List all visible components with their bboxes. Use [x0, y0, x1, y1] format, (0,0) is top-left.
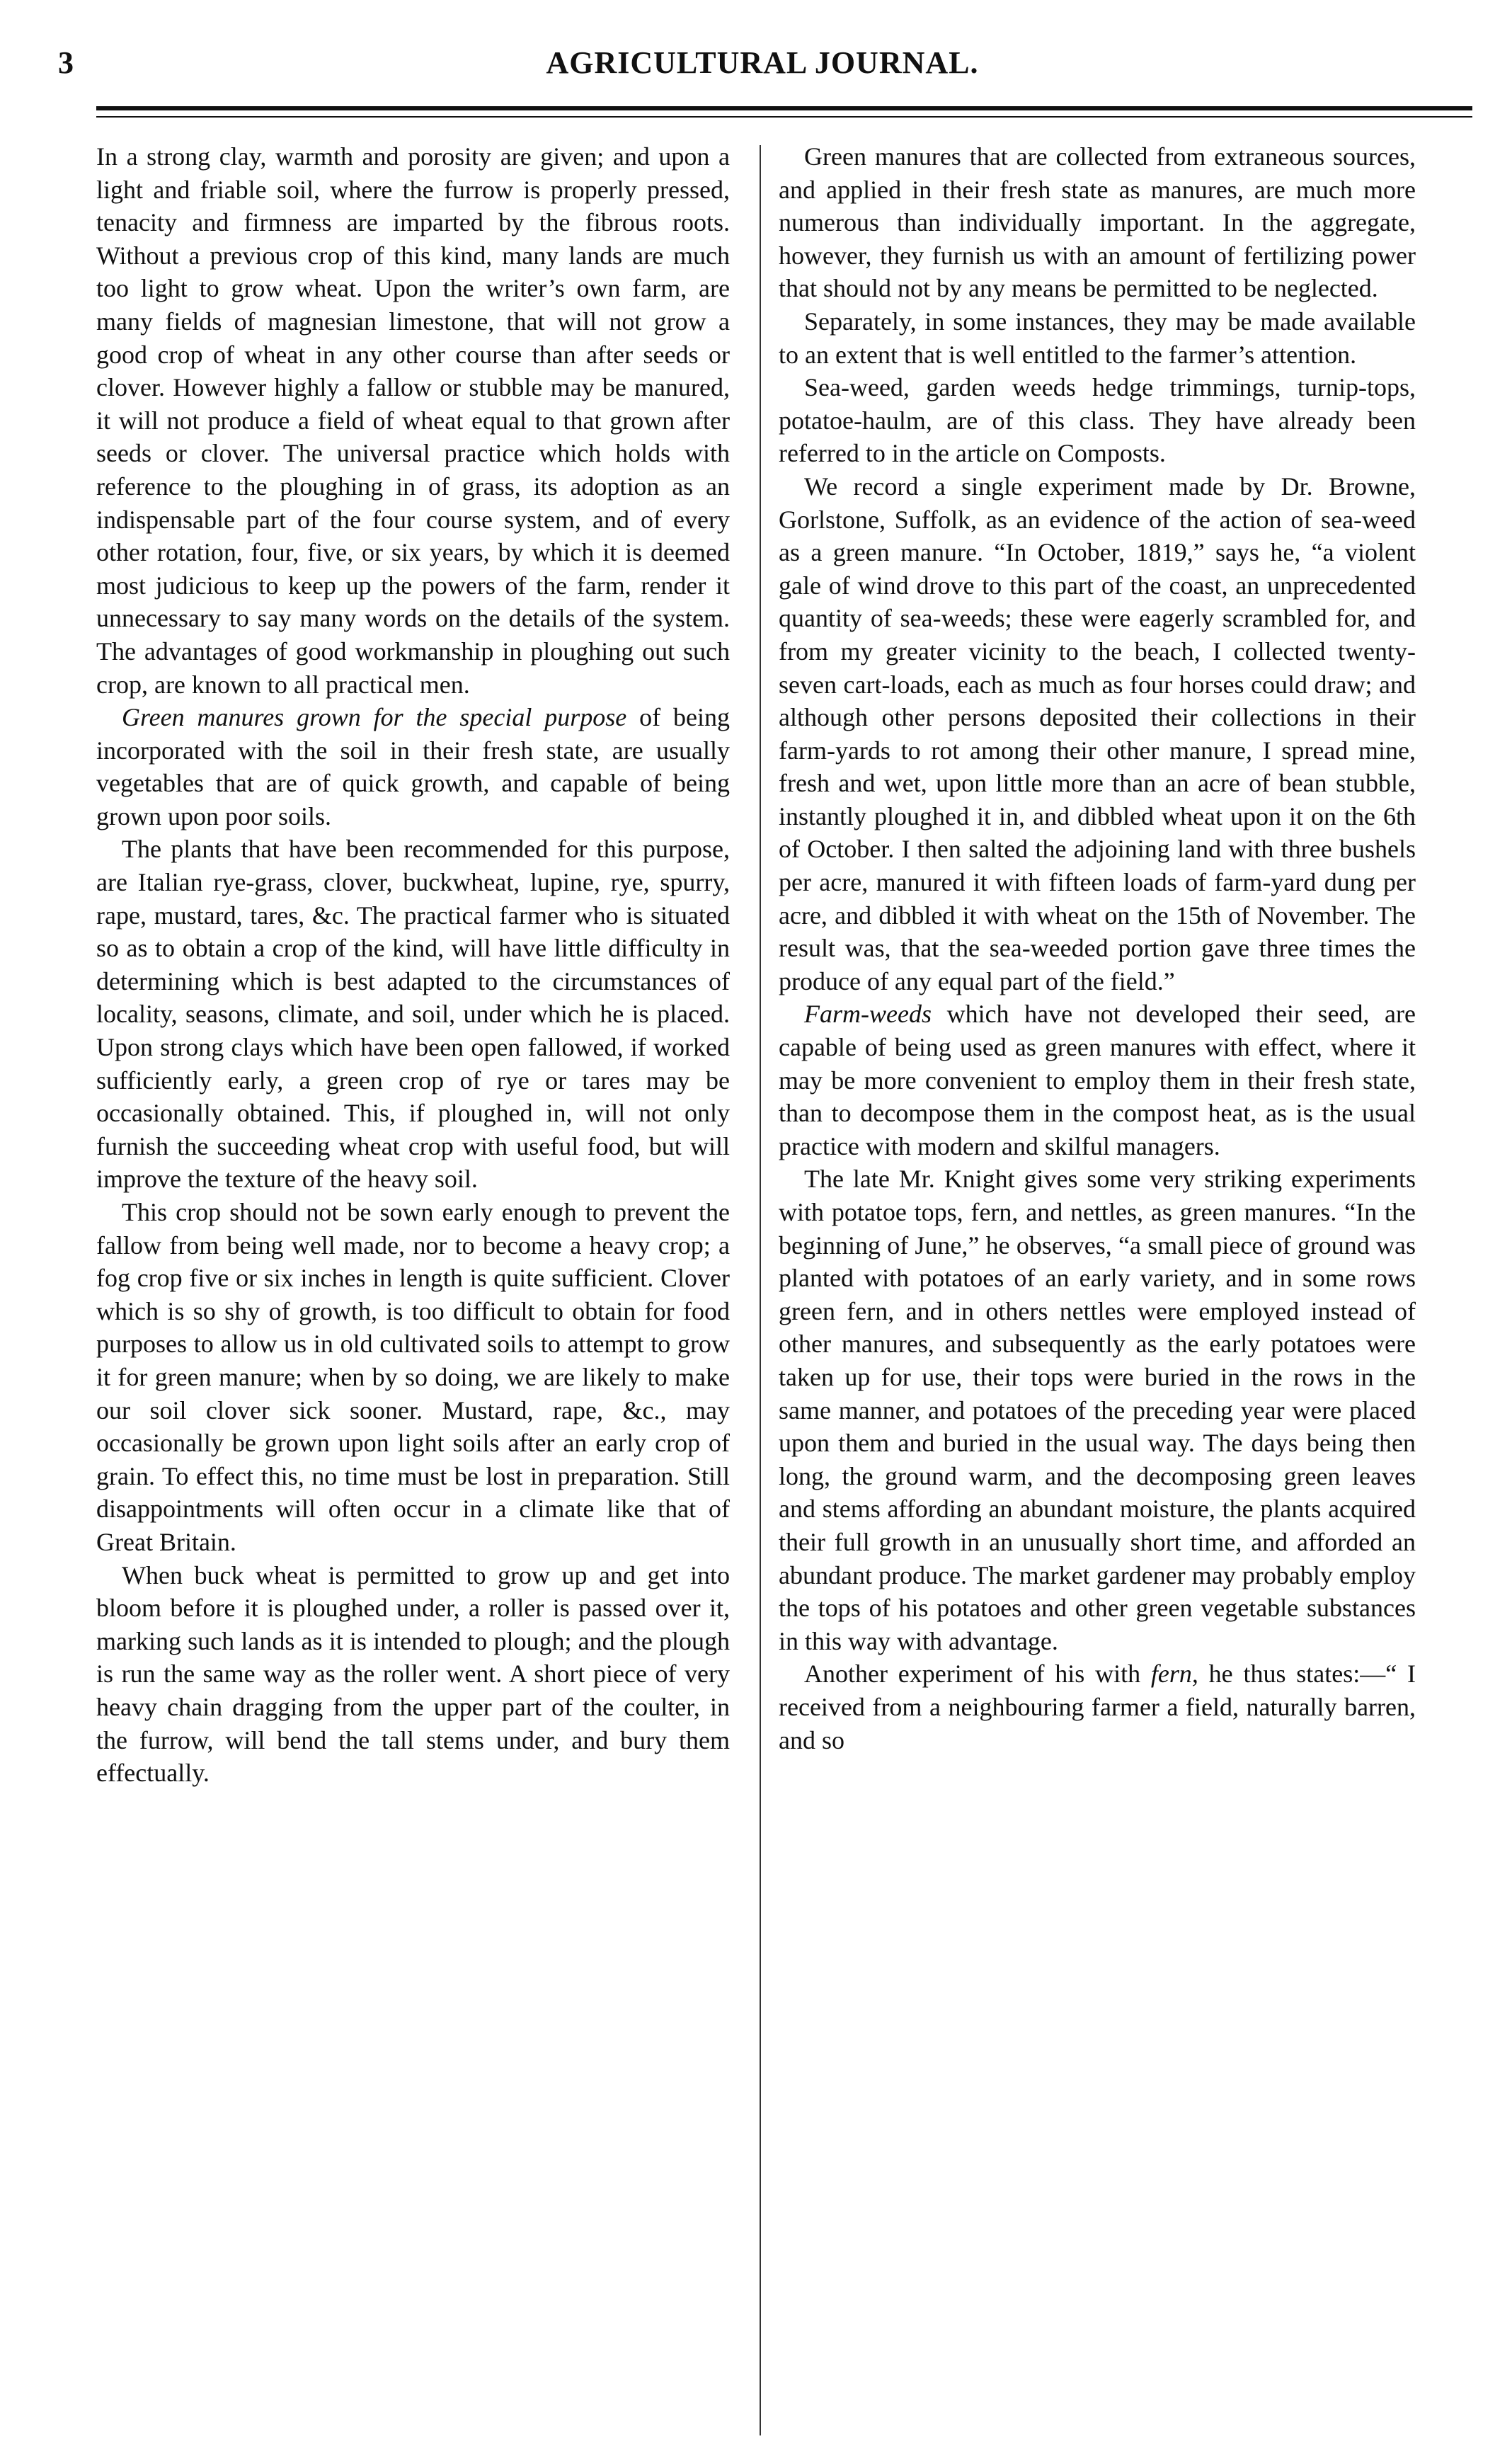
header-rule-thick	[96, 106, 1472, 110]
column-divider	[760, 145, 761, 2435]
paragraph-lead: Farm-weeds	[804, 1000, 932, 1029]
paragraph: The late Mr. Knight gives some very striking experiments with potatoe tops, fern, and nettles, as green manures. “In the beginning of June,” he observes, “a small piece of ground was planted with potatoes of an early variety, and in some rows green fern, and in others nettles were employed instead of other manures, and subsequently as the early potatoes were taken up for use, their tops were buried in the rows in the same manner, and potatoes of the preceding year were placed upon them and buried in the usual way. The days being then long, the ground warm, and the decomposing green leaves and stems affording an abundant moisture, the plants acquired their full growth in an unusually short time, and afforded an abundant produce. The market gardener may probably employ the tops of his potatoes and other green vegetable substances in this way with advantage.	[779, 1165, 1416, 1655]
left-column	[96, 140, 730, 1790]
paragraph: We record a single experiment made by Dr. Browne, Gorlstone, Suffolk, as an evidence of the action of sea-weed as a green manure. “In October, 1819,” says he, “a violent gale of wind drove to this part of the coast, an unprecedented quantity of sea-weeds; these were eagerly scrambled for, and from my greater vicinity to the beach, I collected twenty-seven cart-loads, each as much as four horses could draw; and although other persons deposited their collections in their farm-yards to rot among their other manure, I spread mine, fresh and wet, upon little more than an acre of bean stubble, instantly ploughed it in, and dibbled wheat upon it on the 6th of October. I then salted the adjoining land with three bushels per acre, manured it with fifteen loads of farm-yard dung per acre, and dibbled it with wheat on the 15th of November. The result was, that the sea-weeded portion gave three times the produce of any equal part of the field.”	[779, 472, 1416, 995]
inline-italic: fern,	[1150, 1660, 1198, 1689]
paragraph: Another experiment of his with fern, he thus states:—“ I received from a neighbouring farmer a field, naturally barren, and so	[779, 1660, 1416, 1754]
paragraph: Separately, in some instances, they may be made available to an extent that is well entitled to the farmer’s attention.	[779, 307, 1416, 369]
right-column	[779, 140, 1416, 1757]
paragraph: Green manures grown for the special purpose of being incorporated with the soil in their fresh state, are usually vegetables that are of quick growth, and capable of being grown upon poor soils.	[96, 703, 731, 830]
paragraph: The plants that have been recommended for this purpose, are Italian rye-grass, clover, buckwheat, lupine, rye, spurry, rape, mustard, tares, &c. The practical farmer who is situated so as to obtain a crop of the kind, will have little difficulty in determining which is best adapted to the circumstances of locality, seasons, climate, and soil, under which he is placed. Upon strong clays which have been open fallowed, if worked sufficiently early, a green crop of rye or tares may be occasionally obtained. This, if ploughed in, will not only furnish the succeeding wheat crop with useful food, but will improve the texture of the heavy soil.	[96, 835, 730, 1194]
paragraph: Farm-weeds which have not developed their seed, are capable of being used as green manures with effect, where it may be more convenient to employ them in their fresh state, than to decompose them in the compost heat, as is the usual practice with modern and skilful managers.	[779, 1000, 1416, 1160]
paragraph-lead: Green manures grown for the special purpose	[122, 703, 627, 732]
page-header	[58, 38, 1467, 88]
journal-title: AGRICULTURAL JOURNAL.	[546, 45, 979, 80]
paragraph: Green manures that are collected from extraneous sources, and applied in their fresh state as manures, are much more numerous than individually important. In the aggregate, however, they furnish us with an amount of fertilizing power that should not by any means be permitted to be neglected.	[779, 142, 1416, 303]
paragraph: When buck wheat is permitted to grow up and get into bloom before it is ploughed under, a roller is passed over it, marking such lands as it is intended to plough; and the plough is run the same way as the roller went. A short piece of very heavy chain dragging from the upper part of the coulter, in the furrow, will bend the tall stems under, and bury them effectually.	[96, 1560, 730, 1788]
paragraph: Sea-weed, garden weeds hedge trimmings, turnip-tops, potatoe-haulm, are of this class. They have already been referred to in the article on Composts.	[779, 373, 1416, 468]
paragraph: In a strong clay, warmth and porosity are given; and upon a light and friable soil, where the furrow is properly pressed, tenacity and firmness are imparted by the fibrous roots. Without a previous crop of this kind, many lands are much too light to grow wheat. Upon the writer’s own farm, are many fields of magnesian limestone, that will not grow a good crop of wheat in any other course than after seeds or clover. However highly a fallow or stubble may be manured, it will not produce a field of wheat equal to that grown after seeds or clover. The universal practice which holds with reference to the ploughing in of grass, its adoption as an indispensable part of the four course system, and of every other rotation, four, five, or six years, by which it is deemed most judicious to keep up the powers of the farm, render it unnecessary to say many words on the details of the system. The advantages of good workmanship in ploughing out such crop, are known to all practical men.	[96, 142, 730, 699]
header-rule-thin	[96, 116, 1472, 118]
paragraph: This crop should not be sown early enough to prevent the fallow from being well made, nor to become a heavy crop; a fog crop five or six inches in length is quite sufficient. Clover which is so shy of growth, is too difficult to obtain for food purposes to allow us in old cultivated soils to attempt to grow it for green manure; when by so doing, we are likely to make our soil clover sick sooner. Mustard, rape, &c., may occasionally be grown upon light soils after an early crop of grain. To effect this, no time must be lost in preparation. Still disappointments will often occur in a climate like that of Great Britain.	[96, 1198, 730, 1556]
page-number: 3	[58, 45, 74, 80]
